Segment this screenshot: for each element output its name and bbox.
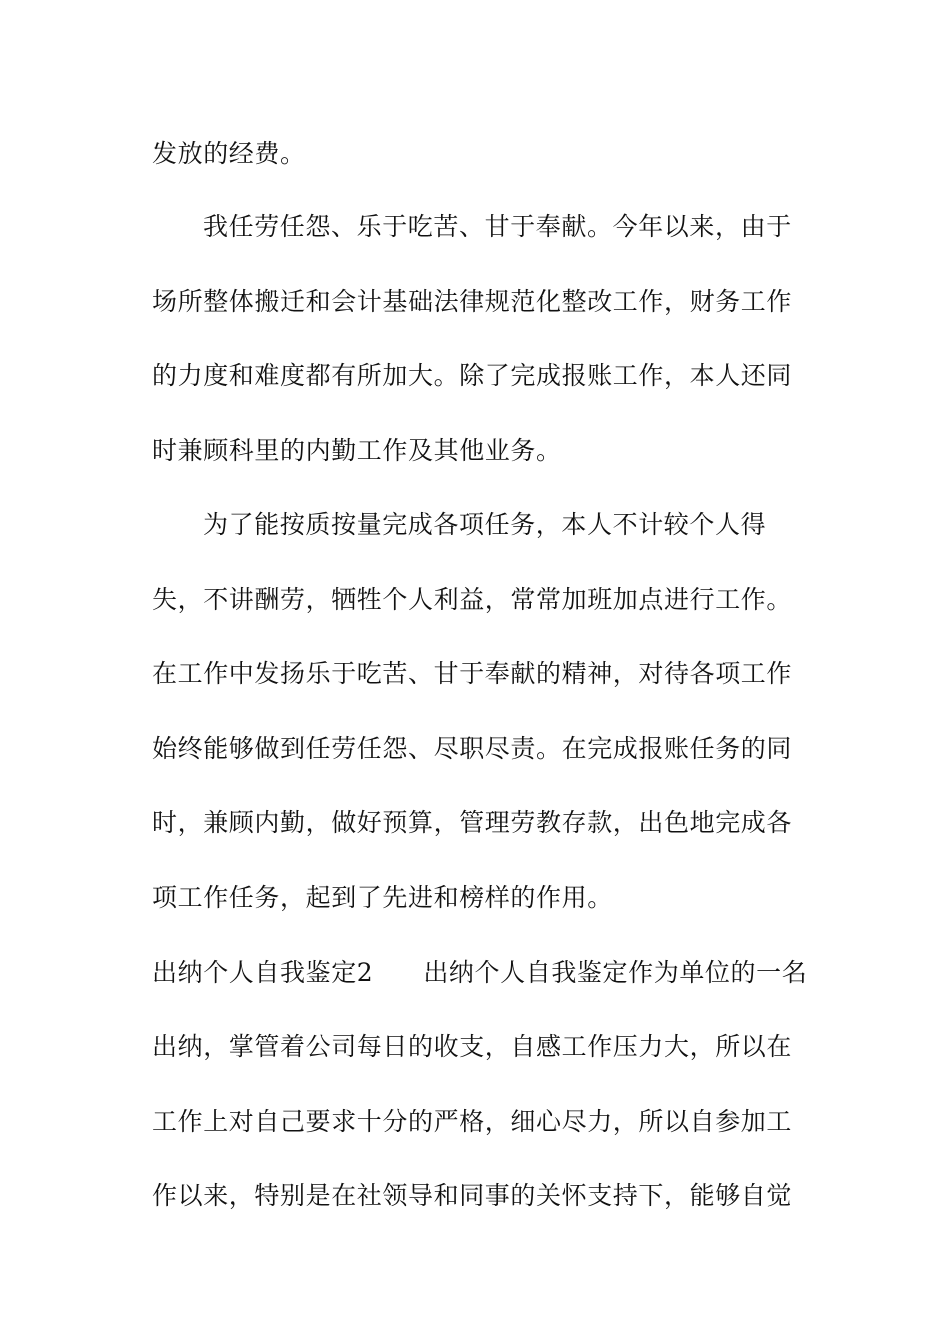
paragraph-line: 场所整体搬迁和会计基础法律规范化整改工作，财务工作: [152, 287, 793, 316]
paragraph-line: 失，不讲酬劳，牺牲个人利益，常常加班加点进行工作。: [152, 585, 793, 614]
paragraph-line: 发放的经费。: [152, 139, 306, 168]
paragraph-line: 项工作任务，起到了先进和榜样的作用。: [152, 883, 613, 912]
paragraph-line: 时，兼顾内勤，做好预算，管理劳教存款，出色地完成各: [152, 808, 793, 837]
paragraph-line: 作以来，特别是在社领导和同事的关怀支持下，能够自觉: [152, 1181, 793, 1210]
section-heading-line: [152, 958, 807, 988]
paragraph-line: 在工作中发扬乐于吃苦、甘于奉献的精神，对待各项工作: [152, 659, 793, 688]
paragraph-line: 时兼顾科里的内勤工作及其他业务。: [152, 436, 562, 465]
paragraph-line: 始终能够做到任劳任怨、尽职尽责。在完成报账任务的同: [152, 734, 793, 763]
paragraph-line: 我任劳任怨、乐于吃苦、甘于奉献。今年以来，由于: [203, 212, 792, 241]
paragraph-line: 的力度和难度都有所加大。除了完成报账工作，本人还同: [152, 361, 793, 390]
paragraph-line: 为了能按质按量完成各项任务，本人不计较个人得: [203, 510, 767, 539]
paragraph-line: 出纳，掌管着公司每日的收支，自感工作压力大，所以在: [152, 1032, 793, 1061]
section-title: 出纳个人自我鉴定2: [152, 958, 374, 987]
paragraph-line: 工作上对自己要求十分的严格，细心尽力，所以自参加工: [152, 1107, 793, 1136]
section-first-line: 出纳个人自我鉴定作为单位的一名: [423, 958, 808, 987]
